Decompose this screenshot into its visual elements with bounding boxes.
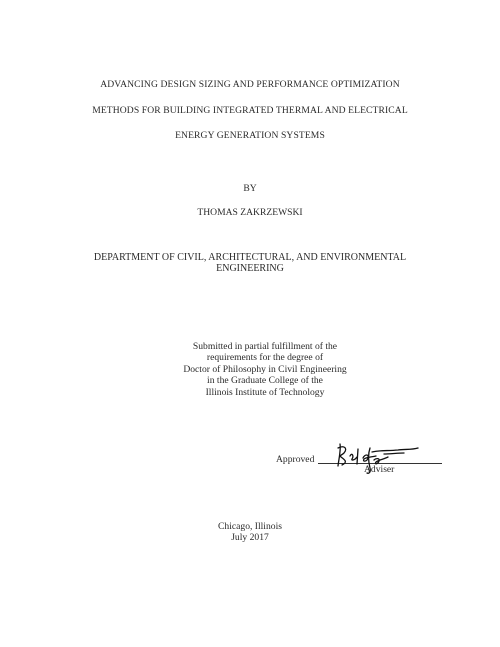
location-city: Chicago, Illinois [218, 521, 282, 532]
submission-line-3: Doctor of Philosophy in Civil Engineering [183, 363, 347, 375]
title-line-3: ENERGY GENERATION SYSTEMS [175, 130, 325, 141]
title-line-1: ADVANCING DESIGN SIZING AND PERFORMANCE OPTIMIZATION [100, 79, 400, 90]
submission-line-1: Submitted in partial fulfillment of the [192, 341, 338, 352]
department-line-1: DEPARTMENT OF CIVIL, ARCHITECTURAL, AND ENVIRONMENTAL [93, 252, 407, 263]
approval-block [276, 440, 446, 480]
submission-line-5: Illinois Institute of Technology [205, 386, 325, 398]
submission-line-2: requirements for the degree of [206, 352, 324, 364]
author-name: THOMAS ZAKRZEWSKI [197, 207, 303, 218]
department-line-2: ENGINEERING [216, 263, 284, 274]
by-label: BY [243, 183, 257, 194]
submission-line-4: in the Graduate College of the [207, 375, 323, 387]
adviser-label: Adviser [364, 464, 395, 475]
approved-label: Approved [276, 454, 315, 465]
title-line-2: METHODS FOR BUILDING INTEGRATED THERMAL AND ELECTRICAL [92, 105, 408, 116]
submission-statement [0, 341, 500, 398]
submission-date: July 2017 [231, 532, 269, 543]
